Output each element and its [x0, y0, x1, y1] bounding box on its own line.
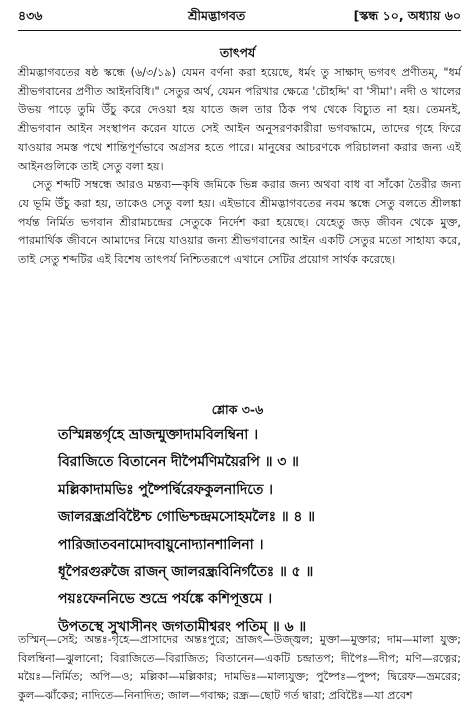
verse-heading: শ্লোক ৩-৬ — [211, 402, 264, 417]
running-header — [18, 8, 461, 28]
verse-line: তস্মিন্নন্তর্গৃহে ভ্রাজন্মুক্তাদামবিলম্বিনা । — [58, 427, 259, 443]
purport-paragraph: শ্রীমদ্ভাগবতের ষষ্ঠ স্কন্ধে (৬/৩/১৯) যেমন বর্ণনা করা হয়েছে, ধর্মং তু সাক্ষাদ্ ভগবৎ প্রণীতম্, "ধর্ম শ্রীভগবানের প্রণীত আইনবিধি।" সেতুর অর্থ, যেমন পরিখার ক্ষেত্রে 'চৌহদ্দি' বা 'সীমা'। নদী ও খালের উভয় পাড়ে তুমি উঁচু করে দেওয়া হয় যাতে জল তার ঠিক পথ থেকে বিচ্যুত না হয়। তেমনই, শ্রীভগবান আইন সংস্থাপন করেন যাতে সেই আইন অনুসরণকারীরা ভগবদ্ধামে, তাদের গৃহে ফিরে যাওয়ার সমস্ত পথে শান্তিপূর্ণভাবে অগ্রসর হতে পারে। মানুষের আচরণকে পরিচালনা করার জন্য এই আইনগুলিকে তাই সেতু বলা হয়। — [18, 66, 461, 173]
verse-line: পয়ঃফেননিভে শুভ্রে পর্যঙ্কে কশিপূত্তমে । — [58, 591, 273, 608]
verse-block — [58, 422, 461, 641]
verse-line: মল্লিকাদামভিঃ পুষ্পৈর্দ্বিরেফকুলনাদিতে । — [58, 481, 273, 498]
synonyms-text: তস্মিন্—সেই; অন্তঃ-গৃহে—প্রাসাদের অন্তঃপুরে; ভ্রাজৎ—উজ্জ্বল; মুক্তা—মুক্তার; দাম—মালা যুক্ত; বিলম্বিনা—ঝুলানো; বিরাজিতে—বিরাজিত; বিতানেন—একটি চন্দ্রাতপ; দীপৈঃ—দীপ; মণি—রত্নের; ময়ৈঃ—নির্মিত; অপি—ও; মল্লিকা—মল্লিকার; দামভিঃ—মাল্যযুক্ত; পুষ্পৈঃ—পুষ্প; দ্বিরেফ—ভ্রমরের; কুল—ঝাঁকের; নাদিতে—নিনাদিত; জাল—গবাক্ষ; রন্ধ্র—ছোট গর্ত দ্বারা; প্রবিষ্টৈঃ—যা প্রবেশ — [18, 633, 461, 702]
purport-body — [18, 64, 461, 270]
chapter-reference: [স্কন্ধ ১০, অধ্যায় ৬০ — [353, 8, 461, 23]
verse-line: জালরন্ধ্রপ্রবিষ্টৈশ্চ গোভিশ্চন্দ্রমসোহমলৈঃ ॥ ৪ ॥ — [58, 509, 315, 526]
purport-paragraph: সেতু শব্দটি সম্বন্ধে আরও মন্তব্য—কৃষি জমিকে ভিন্ন করার জন্য অথবা বাধ বা সাঁকো তৈরীর জন্য যে ভূমি উঁচু করা হয়, তাকেও সেতু বলা হয়। এইভাবে শ্রীমদ্ভাগবতের নবম স্কন্ধে সেতু বলতে শ্রীলঙ্কা পর্যন্ত নির্মিত ভগবান শ্রীরামচন্দ্রের সেতুকে নির্দেশ করা হয়েছে। যেহেতু জড় জীবন থেকে মুক্ত, পারমার্থিক জীবনে আমাদের নিয়ে যাওয়ার জন্য শ্রীভগবানের আইন একটি সেতুর মতো সাহায্য করে, তাই সেতু শব্দটির এই বিশেষ তাৎপর্য নিশ্চিতরূপে এখানে সেটির প্রয়োগ সার্থক করেছে। — [18, 178, 461, 267]
header-rule — [18, 30, 461, 31]
verse-line: ধূপৈরগুরুজৈ রাজন্ জালরন্ধ্রবিনির্গতৈঃ ॥ ৫ ॥ — [58, 564, 314, 581]
book-title: শ্রীমদ্ভাগবত — [188, 8, 246, 23]
page-number: ৪৩৬ — [18, 8, 43, 23]
verse-line: উপতস্থে সুখাসীনং জগতামীশ্বরং পতিম্ ॥ ৬ ॥ — [58, 618, 307, 635]
purport-heading: তাৎপর্য — [219, 45, 256, 60]
verse-line: বিরাজিতে বিতানেন দীপৈর্মণিময়ৈরপি ॥ ৩ ॥ — [58, 454, 299, 471]
synonyms-block — [18, 631, 461, 705]
verse-line: পারিজাতবনামোদবায়ুনোদ্যানশালিনা । — [58, 536, 264, 553]
